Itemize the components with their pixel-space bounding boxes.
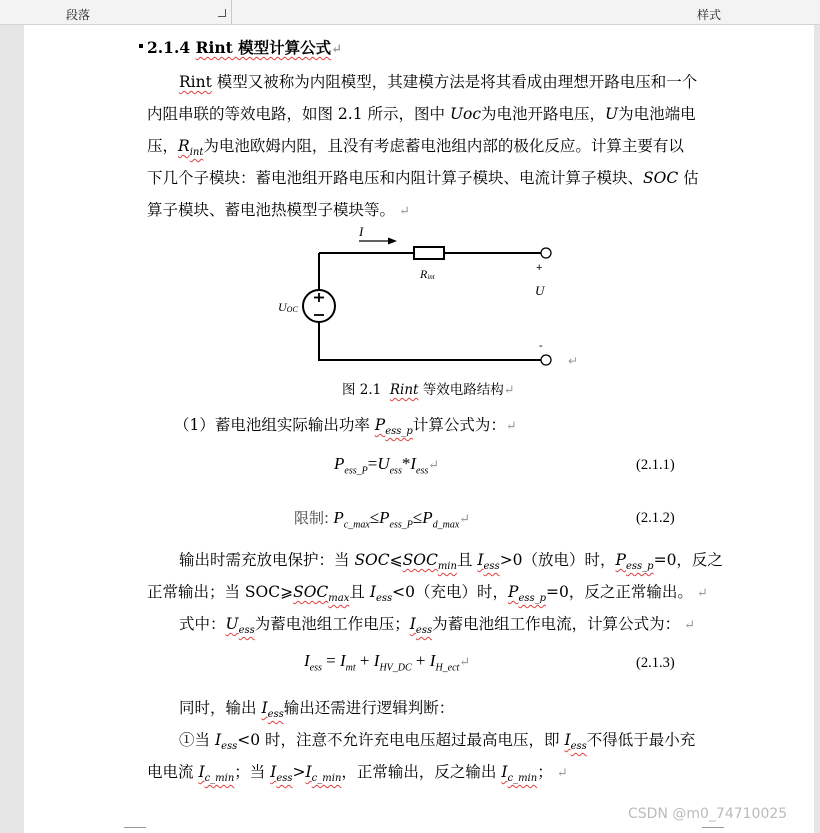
equation-2-1-2: 限制: $P_{c\_max}\le P_{ess\_P}\le P_{d\_max}↵$	[294, 508, 471, 531]
text-line: Rint 模型又被称为内阻模型，其建模方法是将其看成由理想开路电压和一个	[179, 73, 698, 91]
terminal-voltage-label: U	[535, 283, 545, 298]
current-label: I	[359, 225, 364, 239]
text-line: 输出时需充放电保护：当 $SOC⩽SOC_{min}$且 $I_{ess}>0$（放电）时，$P_{ess\_p}=0$，反之	[179, 551, 723, 573]
item1-line: （1）蓄电池组实际输出功率 $P_{ess\_p}$计算公式为：↵	[174, 416, 517, 438]
section-heading: 2.1.4 Rint 模型计算公式↵	[147, 38, 343, 57]
text-line: 算子模块、蓄电池热模型子模块等。 ↵	[147, 201, 411, 219]
minus-sign: -	[539, 340, 543, 352]
section-number: 2.1.4	[147, 38, 191, 57]
positive-terminal	[541, 248, 551, 258]
text-line: 式中：$U_{ess}$为蓄电池组工作电压；$I_{ess}$为蓄电池组工作电流，计算公式为： ↵	[179, 615, 696, 637]
page-margin-mark	[124, 827, 146, 828]
page-margin-mark	[702, 827, 724, 828]
equation-2-1-1: $P_{ess\_P}=U_{ess}*I_{ess}↵$	[334, 454, 440, 477]
text-line: ①当 $I_{ess}<0$ 时，注意不允许充电电压超过最高电压，即 $I_{ess}$不得低于最小充	[179, 731, 696, 753]
paragraph-group-label: 段落	[66, 8, 91, 22]
styles-group-label: 样式	[697, 8, 722, 22]
text-line: 正常输出；当 $SOC⩾SOC_{max}$且 $I_{ess}<0$（充电）时，$P_{ess\_p}=0$，反之正常输出。 ↵	[147, 583, 708, 605]
text-line: 同时，输出 $I_{ess}$输出还需进行逻辑判断：	[179, 699, 455, 721]
section-title: Rint 模型计算公式	[195, 38, 332, 57]
plus-sign: +	[536, 262, 543, 274]
ribbon-bar	[0, 0, 820, 25]
heading-bullet	[139, 44, 143, 48]
equation-number-1: (2.1.1)	[636, 457, 675, 473]
text-line: 内阻串联的等效电路，如图 2.1 所示，图中 Uoc为电池开路电压，U为电池端电	[147, 105, 696, 123]
equation-number-2: (2.1.2)	[636, 510, 675, 526]
equation-number-3: (2.1.3)	[636, 655, 675, 671]
watermark: CSDN @m0_74710025	[628, 806, 788, 822]
ribbon-divider	[231, 0, 232, 24]
text-line: 下几个子模块：蓄电池组开路电压和内阻计算子模块、电流计算子模块、SOC 估	[147, 169, 699, 187]
text-line: 压，$R_{int}$为电池欧姆内阻，且没有考虑蓄电池组内部的极化反应。计算主要有以	[147, 137, 684, 159]
text-line: 电电流 $I_{c\_min}$；当 $I_{ess}>I_{c\_min}$，正常输出，反之输出 $I_{c\_min}$； ↵	[147, 763, 568, 785]
resistor-symbol	[414, 247, 444, 259]
document-page[interactable]	[24, 25, 814, 833]
equation-2-1-3: $I_{ess} = I_{mt} + I_{HV\_DC}$ + $I_{H\_ect}↵$	[304, 651, 471, 674]
dialog-launcher-icon[interactable]	[218, 9, 226, 17]
figure-caption: 图 2.1 Rint 等效电路结构↵	[342, 382, 515, 398]
resistor-label: Rint	[420, 267, 435, 281]
negative-terminal	[541, 355, 551, 365]
svg-text:↵: ↵	[568, 354, 579, 368]
source-label: UOC	[278, 300, 298, 314]
